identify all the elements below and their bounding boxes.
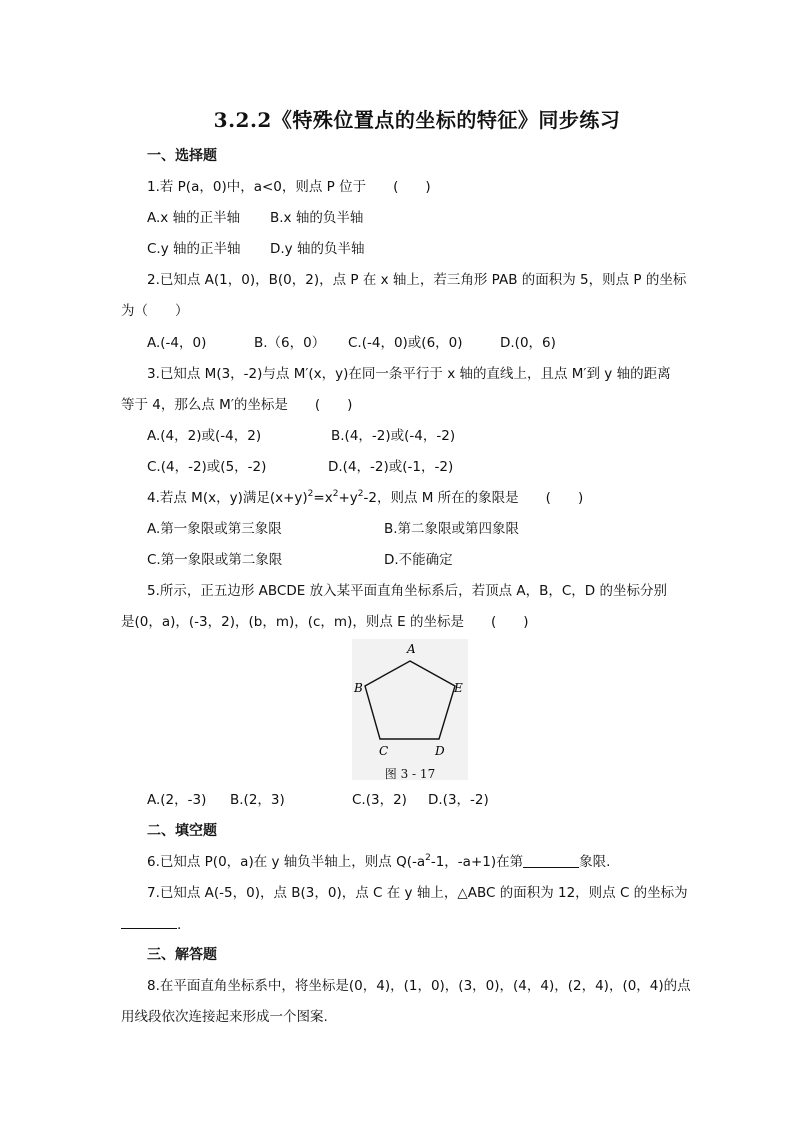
vertex-label-a: A [407,642,416,656]
question-8-line2: 用线段依次连接起来形成一个图案. [121,1009,328,1025]
pentagon-figure [352,639,468,780]
question-2-option-a: A.(-4，0) [147,335,207,351]
question-8-line1: 8.在平面直角坐标系中，将坐标是(0，4)，(1，0)，(3，0)，(4，4)，(2，4)，(0，4)的点 [147,978,691,994]
vertex-label-b: B [354,681,363,695]
q4-sup-3: 2 [357,489,364,499]
figure-caption: 图 3 - 17 [384,767,436,781]
question-2-option-d: D.(0，6) [500,335,556,351]
question-3-stem-line1: 3.已知点 M(3，-2)与点 M′(x，y)在同一条平行于 x 轴的直线上，且点 M′到 y 轴的距离 [147,366,671,382]
q4-sup-2: 2 [332,489,339,499]
question-1-option-c: C.y 轴的正半轴 [147,241,241,257]
vertex-label-d: D [435,744,445,758]
q4-stem-pre: 4.若点 M(x，y)满足(x+y) [147,490,308,506]
vertex-label-e: E [454,681,463,695]
question-5-option-c: C.(3，2) [352,792,407,808]
q4-stem-mid2: +y [338,490,358,506]
question-3-option-c: C.(4，-2)或(5，-2) [147,459,267,475]
section-heading-fill: 二、填空题 [147,823,217,839]
question-1-stem: 1.若 P(a，0)中，a<0，则点 P 位于 ( ) [147,179,431,195]
section-heading-choice: 一、选择题 [147,148,217,164]
q4-sup-1: 2 [307,489,314,499]
q6-post: 象限. [579,854,611,870]
question-5-option-d: D.(3，-2) [428,792,489,808]
question-4-stem [147,488,583,508]
question-4-option-d: D.不能确定 [384,552,453,568]
question-4-option-c: C.第一象限或第二象限 [147,552,283,568]
question-2-option-c: C.(-4，0)或(6，0) [348,335,463,351]
question-2-stem-line1: 2.已知点 A(1，0)，B(0，2)，点 P 在 x 轴上，若三角形 PAB 的面积为 5，则点 P 的坐标 [147,272,687,288]
question-1-option-a: A.x 轴的正半轴 [147,210,241,226]
q6-answer-blank [523,853,579,868]
question-2-option-b: B.（6，0） [254,335,326,351]
q7-end: . [177,917,182,933]
question-5-option-b: B.(2，3) [230,792,285,808]
question-2-stem-line2: 为（ ） [121,303,189,319]
question-1-option-d: D.y 轴的负半轴 [270,241,365,257]
question-3-option-b: B.(4，-2)或(-4，-2) [331,428,456,444]
q6-mid: -1，-a+1)在第 [430,854,524,870]
section-heading-solve: 三、解答题 [147,947,217,963]
question-5-option-a: A.(2，-3) [147,792,207,808]
q7-answer-blank [121,914,177,929]
question-3-option-a: A.(4，2)或(-4，2) [147,428,262,444]
question-6 [147,852,610,872]
q4-stem-post: -2，则点 M 所在的象限是 ( ) [363,490,584,506]
question-3-option-d: D.(4，-2)或(-1，-2) [328,459,454,475]
question-4-option-b: B.第二象限或第四象限 [384,521,520,537]
q6-sup: 2 [425,853,431,863]
question-3-stem-line2: 等于 4，那么点 M′的坐标是 ( ) [121,397,353,413]
question-7-line1: 7.已知点 A(-5，0)，点 B(3，0)，点 C 在 y 轴上，△ABC 的面积为 12，则点 C 的坐标为 [147,885,688,901]
q6-pre: 6.已知点 P(0，a)在 y 轴负半轴上，则点 Q(-a [147,854,426,870]
question-5-stem-line2: 是(0，a)，(-3，2)，(b，m)，(c，m)，则点 E 的坐标是 ( ) [121,614,529,630]
question-4-option-a: A.第一象限或第三象限 [147,521,282,537]
vertex-label-c: C [379,744,389,758]
question-7-line2 [121,914,181,935]
pentagon-shape [365,661,455,739]
page-title: 3.2.2《特殊位置点的坐标的特征》同步练习 [213,108,621,132]
question-1-option-b: B.x 轴的负半轴 [270,210,364,226]
pentagon-diagram [352,639,468,765]
question-5-stem-line1: 5.所示，正五边形 ABCDE 放入某平面直角坐标系后，若顶点 A，B，C，D 的坐标分别 [147,583,667,599]
q4-stem-mid: =x [313,490,333,506]
